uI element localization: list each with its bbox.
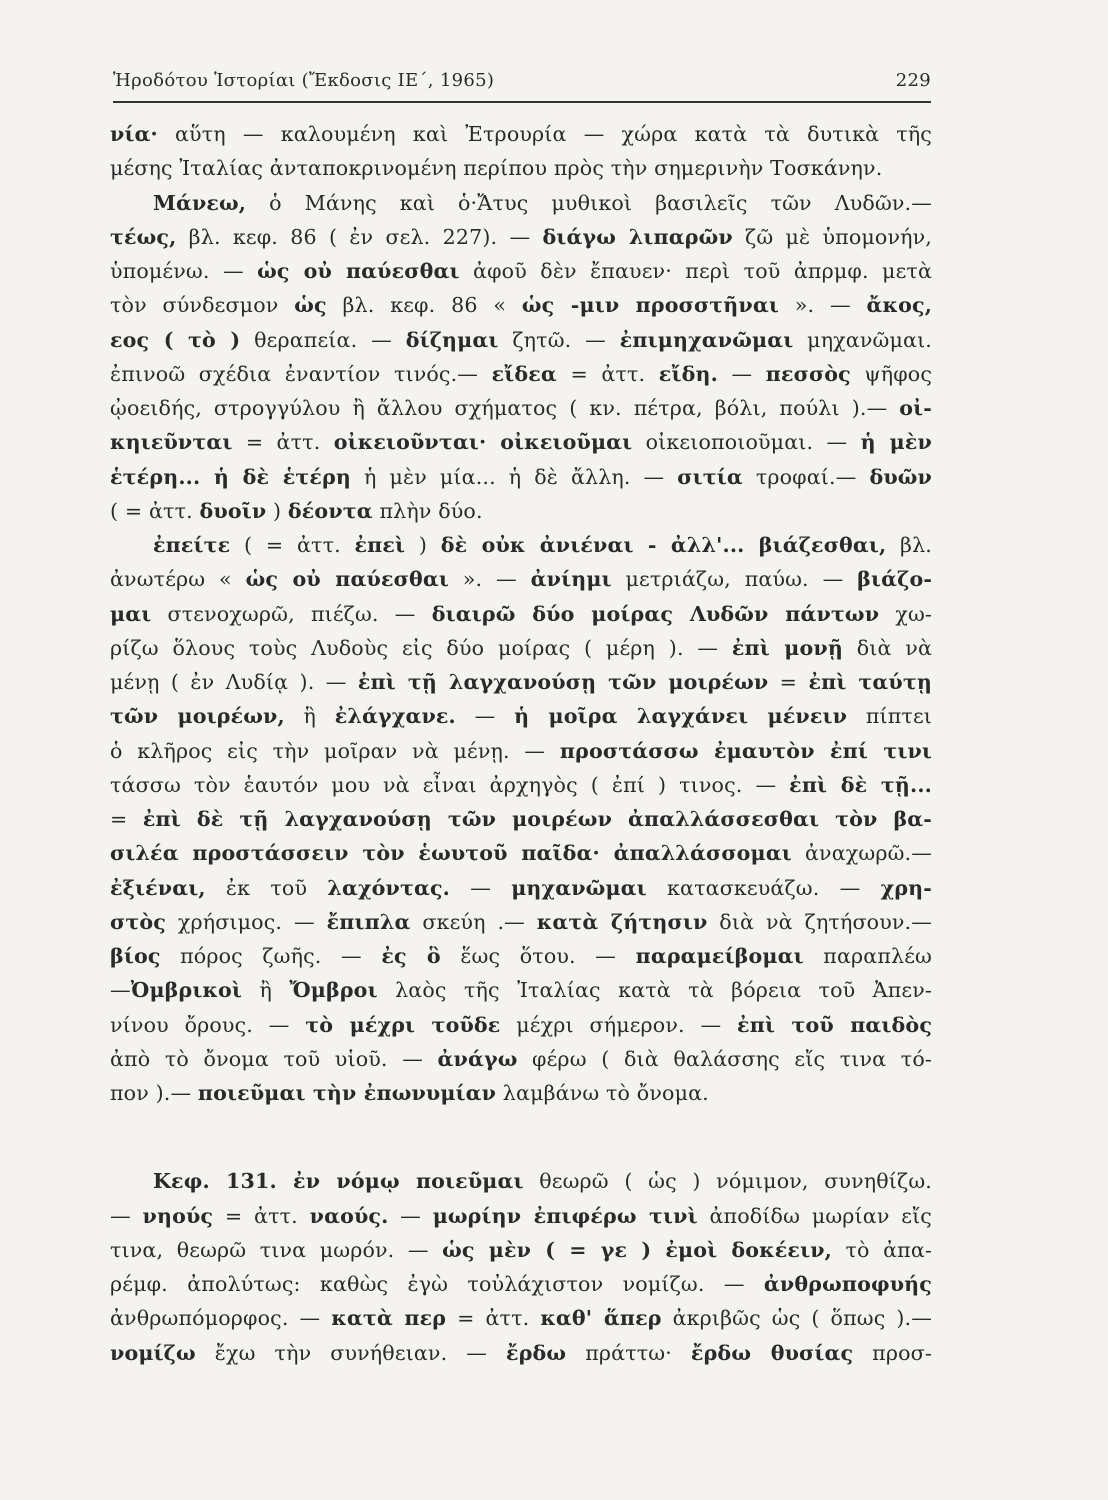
gloss: ( = ἀττ. <box>110 498 200 523</box>
gloss: πόρος ζωῆς. — <box>160 944 382 968</box>
text-line <box>110 323 932 357</box>
text-line <box>110 1336 932 1370</box>
lemma: λαχόντας. <box>327 875 450 900</box>
lemma: ναούς. <box>309 1203 389 1228</box>
text-line <box>110 357 932 391</box>
gloss: λαὸς τῆς Ἰταλίας κατὰ τὰ βόρεια τοῦ Ἀπεν- <box>377 978 932 1003</box>
lemma: ἐπὶ δὲ τῇ... <box>789 772 932 797</box>
text-line <box>110 425 932 459</box>
lemma: σιλέα προστάσσειν τὸν ἑωυτοῦ παῖδα· ἀπαλλάσσομαι <box>110 841 792 866</box>
gloss: θεραπεία. — <box>240 327 406 352</box>
lemma: ἐπὶ τοῦ παιδὸς <box>737 1012 933 1037</box>
lemma: ἀνίημι <box>530 567 612 592</box>
gloss: τὸν σύνδεσμον <box>110 293 295 318</box>
gloss: ᾠοειδής, στρογγύλου ἢ ἄλλου σχήματος ( κν. πέτρα, βόλι, πούλι ).— <box>110 396 900 420</box>
gloss: διὰ νὰ ζητήσουν.— <box>707 909 932 934</box>
lemma: ὡς -μιν προσστῆναι <box>521 293 779 318</box>
gloss: αὕτη — καλουμένη καὶ Ἐτρουρία — χώρα κατὰ τὰ δυτικὰ τῆς <box>157 122 932 146</box>
gloss: οἰκειοποιοῦμαι. — <box>632 430 861 455</box>
lemma: χρη- <box>880 875 933 900</box>
gloss: ἐκ τοῦ <box>205 875 328 900</box>
lemma: προστάσσω ἐμαυτὸν ἐπί τινι <box>559 738 932 763</box>
text-line <box>110 905 932 939</box>
lemma: δὲ οὐκ ἀνιέναι - ἀλλ'... βιάζεσθαι, <box>440 533 887 557</box>
lemma: ἡ μὲν <box>860 430 932 455</box>
section-1 <box>110 117 932 528</box>
text-line <box>110 460 932 494</box>
gloss: σκεύη .— <box>410 909 537 934</box>
text-line <box>110 665 932 699</box>
gloss: = <box>110 807 143 831</box>
gloss: νίνου ὄρους. — <box>110 1012 306 1037</box>
lemma: βιάζο- <box>857 567 933 592</box>
lemma: διάγω λιπαρῶν <box>542 224 733 249</box>
gloss: ζῶ μὲ ὑπομονήν, <box>732 224 932 249</box>
section-2 <box>110 528 932 1110</box>
text-line <box>110 288 932 322</box>
lemma: δυῶν <box>869 464 932 489</box>
text-line <box>110 1042 932 1076</box>
gloss: = ἀττ. <box>446 1306 541 1331</box>
gloss: ἀναχωρῶ.— <box>791 841 932 866</box>
lemma: τέως, <box>110 224 177 249</box>
gloss: ἀνθρωπόμορφος. — <box>110 1306 332 1331</box>
lemma: ἔπιπλα <box>326 909 411 934</box>
gloss: πράττω· <box>566 1340 691 1365</box>
gloss: μετριάζω, παύω. — <box>611 567 858 592</box>
gloss: ἡ μὲν μία... ἡ δὲ ἄλλη. — <box>351 464 678 489</box>
text-line <box>110 699 932 733</box>
section-gap <box>110 1110 932 1164</box>
lemma: ὡς οὐ παύεσθαι <box>257 259 460 283</box>
gloss: ( = ἀττ. <box>230 533 355 557</box>
gloss: = ἀττ. <box>213 1203 310 1228</box>
text-line <box>110 631 932 665</box>
lemma: δίζημαι <box>405 327 499 352</box>
text-line <box>110 1233 932 1267</box>
text-line <box>110 1008 932 1042</box>
lemma: ἐπὶ τῇ λαγχανούσῃ τῶν μοιρέων <box>357 670 769 694</box>
gloss: ἣ <box>284 704 335 729</box>
lemma: ἔρδω θυσίας <box>690 1340 854 1365</box>
text-line <box>110 391 932 425</box>
lemma: δυοῖν <box>199 498 267 523</box>
text-line <box>110 494 932 528</box>
text-line <box>110 939 932 973</box>
lemma: ἐπείτε <box>153 533 231 557</box>
gloss: ζητῶ. — <box>498 327 620 352</box>
lemma: νομίζω <box>110 1340 196 1365</box>
lemma: νηούς <box>142 1203 214 1228</box>
text-line <box>110 254 932 288</box>
gloss: μέχρι σήμερον. — <box>500 1012 738 1037</box>
lemma: ἐπιμηχανῶμαι <box>619 327 794 352</box>
gloss: ὁ Μάνης καὶ ὁ·Ἄτυς μυθικοὶ βασιλεῖς τῶν Λυδῶν.— <box>246 190 932 215</box>
text-line <box>110 151 932 185</box>
lemma: ἐς ὃ <box>381 944 441 968</box>
text-line <box>110 768 932 802</box>
lemma: κατὰ περ <box>331 1306 447 1331</box>
lemma: οἰ- <box>899 396 932 420</box>
gloss: φέρω ( διὰ θαλάσσης εἴς τινα τό- <box>517 1046 932 1071</box>
lemma: διαιρῶ δύο μοίρας Λυδῶν πάντων <box>431 601 880 626</box>
text-line <box>110 871 932 905</box>
text-line <box>110 597 932 631</box>
gloss: ἀπὸ τὸ ὄνομα τοῦ υἱοῦ. — <box>110 1046 438 1071</box>
lemma: ἐξιέναι, <box>110 875 206 900</box>
gloss: στενοχωρῶ, πιέζω. — <box>151 601 432 626</box>
text-line <box>110 1301 932 1335</box>
text-line <box>110 802 932 836</box>
gloss: μένῃ ( ἐν Λυδίᾳ ). — <box>110 670 358 694</box>
lemma: ἀνάγω <box>437 1046 518 1071</box>
lemma: στὸς <box>110 909 166 934</box>
text-line <box>110 973 932 1007</box>
text-line <box>110 562 932 596</box>
lemma: κατὰ ζήτησιν <box>536 909 708 934</box>
running-header <box>113 70 931 104</box>
gloss: ρίζω ὅλους τοὺς Λυδοὺς εἰς δύο μοίρας ( μέρη ). — <box>110 635 732 660</box>
gloss: = ἀττ. <box>556 361 659 386</box>
lemma: ἄκος, <box>866 293 933 318</box>
gloss: τάσσω τὸν ἑαυτόν μου νὰ εἶναι ἀρχηγὸς ( ἐπί ) τινος. — <box>110 772 790 797</box>
page-number: 229 <box>895 70 931 91</box>
section-3 <box>110 1164 932 1370</box>
text-line <box>110 836 932 870</box>
gloss: μέσης Ἰταλίας ἀνταποκρινομένη περίπου πρὸς τὴν σημερινὴν Τοσκάνην. <box>110 156 883 181</box>
gloss: — <box>717 361 766 386</box>
gloss: πον ).— <box>110 1081 198 1105</box>
gloss: λαμβάνω τὸ ὄνομα. <box>496 1081 709 1105</box>
lemma: σιτία <box>677 464 743 489</box>
lemma: ὡς <box>294 293 327 318</box>
lemma: δέοντα <box>287 498 373 523</box>
gloss: χω- <box>879 601 932 626</box>
lemma: ἐπὶ δὲ τῇ λαγχανούσῃ τῶν μοιρέων ἀπαλλάσσεσθαι τὸν βα- <box>142 807 932 831</box>
gloss: βλ. κεφ. 86 ( ἐν σελ. 227). — <box>176 224 543 249</box>
gloss: ἀκριβῶς ὡς ( ὅπως ).— <box>661 1306 932 1331</box>
gloss: μηχανῶμαι. <box>793 327 932 352</box>
lemma: μαι <box>110 601 152 626</box>
gloss: ἀποδίδω μωρίαν εἴς <box>697 1203 932 1228</box>
lemma: οἰκειοῦνται· οἰκειοῦμαι <box>333 430 633 455</box>
lemma: καθ' ἅπερ <box>540 1306 662 1331</box>
gloss: — <box>449 875 512 900</box>
gloss: ρέμφ. ἀπολύτως: καθὼς ἐγὼ τοὐλάχιστον νομίζω. — <box>110 1272 764 1296</box>
header-title: Ἡροδότου Ἱστορίαι (Ἔκδοσις ΙΕ΄, 1965) <box>113 70 495 91</box>
text-line <box>110 1267 932 1301</box>
lemma: βίος <box>110 944 161 968</box>
lemma: ἔρδω <box>506 1340 567 1365</box>
gloss: τινα, θεωρῶ τινα μωρόν. — <box>110 1237 443 1262</box>
gloss: — <box>110 978 131 1003</box>
gloss: τροφαί.— <box>742 464 870 489</box>
text-line <box>110 117 932 151</box>
lemma: ἐπὶ ταύτῃ <box>808 670 932 694</box>
lemma: ἐπὶ μονῇ <box>731 635 843 660</box>
lemma: Μάνεω, <box>153 190 247 215</box>
gloss: κατασκευάζω. — <box>646 875 881 900</box>
gloss: ) <box>405 533 441 557</box>
lemma: μηχανῶμαι <box>511 875 647 900</box>
gloss: θεωρῶ ( ὡς ) νόμιμον, συνηθίζω. <box>523 1169 932 1194</box>
lemma: τῶν μοιρέων, <box>110 704 285 729</box>
gloss: = ἀττ. <box>232 430 334 455</box>
gloss: ψῆφος <box>850 361 932 386</box>
gloss: ἔχω τὴν συνήθειαν. — <box>195 1340 507 1365</box>
text-line <box>110 528 932 562</box>
lemma: Κεφ. 131. ἐν νόμῳ ποιεῦμαι <box>153 1169 524 1194</box>
gloss: ἐπινοῶ σχέδια ἐναντίον τινός.— <box>110 361 492 386</box>
text-line <box>110 1164 932 1198</box>
lemma: ὡς μὲν ( = γε ) ἐμοὶ δοκέειν, <box>442 1237 832 1262</box>
lemma: παραμείβομαι <box>635 944 804 968</box>
lemma: ἡ μοῖρα λαγχάνει μένειν <box>514 704 848 729</box>
gloss: — <box>110 1203 143 1228</box>
gloss: χρήσιμος. — <box>165 909 327 934</box>
lemma: μωρίην ἐπιφέρω τινὶ <box>432 1203 698 1228</box>
gloss: προσ- <box>853 1340 932 1365</box>
text-line <box>110 220 932 254</box>
header-rule <box>113 101 931 103</box>
gloss: παραπλέω <box>803 944 932 968</box>
gloss: ἀφοῦ δὲν ἔπαυεν· περὶ τοῦ ἀπρμφ. μετὰ <box>459 259 933 283</box>
lemma: ἑτέρη... ἡ δὲ ἑτέρη <box>110 464 352 489</box>
text-line <box>110 1076 932 1110</box>
gloss: πλὴν δύο. <box>372 498 483 523</box>
gloss: ». — <box>778 293 867 318</box>
lemma: ἐπεὶ <box>354 533 406 557</box>
lemma: νία· <box>110 122 158 146</box>
gloss: — <box>388 1203 433 1228</box>
lemma: εος ( τὸ ) <box>110 327 241 352</box>
text-line <box>110 186 932 220</box>
gloss: = <box>768 670 809 694</box>
gloss: ) <box>266 498 288 523</box>
lemma: ὡς οὐ παύεσθαι <box>245 567 449 592</box>
gloss: βλ. κεφ. 86 « <box>326 293 522 318</box>
gloss: ». — <box>448 567 531 592</box>
lemma: πεσσὸς <box>765 361 851 386</box>
lemma: κηιεῦνται <box>110 430 233 455</box>
gloss: διὰ νὰ <box>842 635 933 660</box>
lemma: εἴδεα <box>491 361 557 386</box>
gloss: ἕως ὅτου. — <box>440 944 636 968</box>
gloss: τὸ ἀπα- <box>831 1237 932 1262</box>
gloss: ἀνωτέρω « <box>110 567 246 592</box>
text-line <box>110 734 932 768</box>
lemma: ποιεῦμαι τὴν ἐπωνυμίαν <box>197 1081 497 1105</box>
gloss: ὁ κλῆρος εἰς τὴν μοῖραν νὰ μένῃ. — <box>110 738 560 763</box>
gloss: ἢ <box>242 978 290 1003</box>
lemma: Ὄμβροι <box>289 978 378 1003</box>
commentary-body <box>110 117 932 1370</box>
gloss: ὑπομένω. — <box>110 259 258 283</box>
lemma: ἀνθρωποφυής <box>763 1272 932 1296</box>
text-line <box>110 1199 932 1233</box>
lemma: εἴδη. <box>658 361 718 386</box>
gloss: πίπτει <box>847 704 932 729</box>
lemma: Ὀμβρικοὶ <box>130 978 243 1003</box>
lemma: ἐλάγχανε. <box>334 704 456 729</box>
lemma: τὸ μέχρι τοῦδε <box>305 1012 501 1037</box>
gloss: — <box>455 704 515 729</box>
gloss: βλ. <box>886 533 933 557</box>
